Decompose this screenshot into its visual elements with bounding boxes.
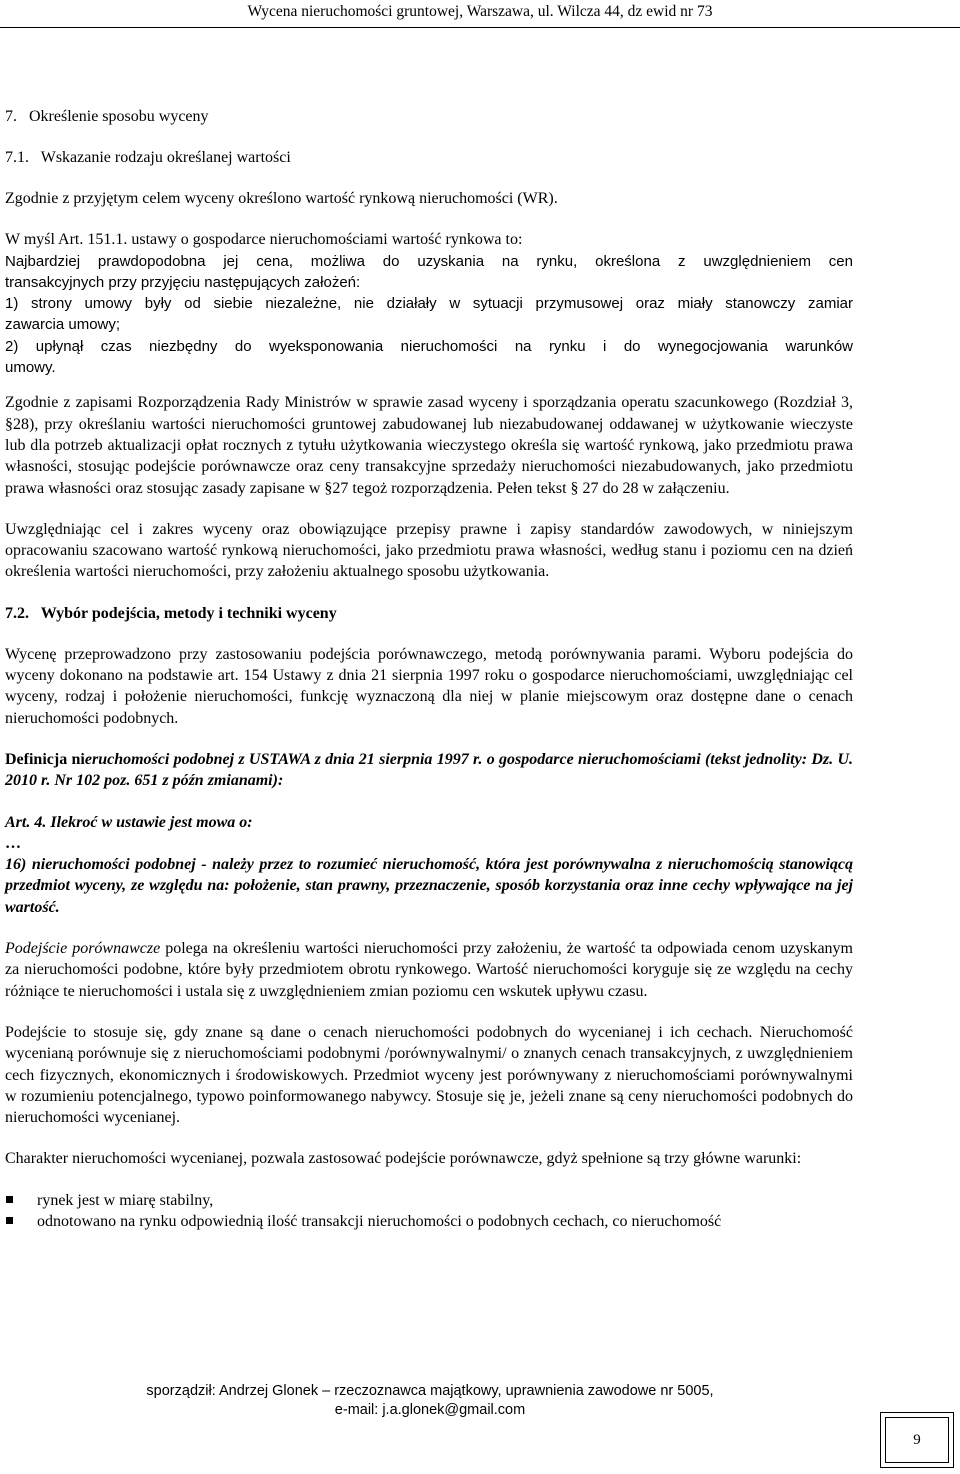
paragraph-line: 2) upłynął czas niezbędny do wyeksponowania nieruchomości na rynku i do wynegocjowania warunków: [5, 337, 853, 355]
paragraph-conditions: Charakter nieruchomości wycenianej, pozwala zastosować podejście porównawcze, gdyż spełnione są trzy główne warunki:: [5, 1150, 802, 1168]
paragraph-line: umowy.: [5, 359, 56, 377]
list-item: [5, 1211, 853, 1232]
paragraph-definition-heading: [5, 749, 853, 792]
paragraph-definition-block: [5, 229, 853, 378]
ellipsis: …: [5, 834, 21, 852]
article-4-heading: Art. 4. Ilekroć w ustawie jest mowa o:: [5, 813, 253, 831]
paragraph-line: Najbardziej prawdopodobna jej cena, możliwa do uzyskania na rynku, określona z uwzględnieniem cen: [5, 252, 853, 270]
square-bullet-icon: [6, 1196, 13, 1203]
running-header: Wycena nieruchomości gruntowej, Warszawa, ul. Wilcza 44, dz ewid nr 73: [247, 3, 713, 20]
definition-lead: Definicja ni: [5, 750, 85, 768]
square-bullet-icon: [6, 1217, 13, 1224]
list-item: [5, 1190, 853, 1211]
footer-email: e-mail: j.a.glonek@gmail.com: [334, 1402, 526, 1418]
paragraph-line: 1) strony umowy były od siebie niezależne, nie działały w sytuacji przymusowej oraz miały stanowczy zamiar: [5, 295, 853, 313]
paragraph-scope: Uwzględniając cel i zakres wyceny oraz obowiązujące przepisy prawne i zapisy standardów zawodowych, w niniejszym opracowaniu szacowano wartość rynkową nieruchomości, jako przedmiotu prawa własności, według stanu i poziomu cen na dzień określenia wartości nieruchomości, przy założeniu aktualnego sposobu użytkowania.: [5, 520, 853, 581]
list-item-text: rynek jest w miarę stabilny,: [37, 1191, 214, 1209]
header-rule: [0, 27, 960, 28]
page-number-box: [880, 1412, 954, 1468]
conditions-list: [5, 1190, 853, 1233]
paragraph-line: W myśl Art. 151.1. ustawy o gospodarce nieruchomościami wartość rynkowa to:: [5, 231, 523, 249]
paragraph-regulation: Zgodnie z zapisami Rozporządzenia Rady Ministrów w sprawie zasad wyceny i sporządzania operatu szacunkowego (Rozdział 3, §28), przy określaniu wartości nieruchomości gruntowej zabudowanej lub niezabudowanej oddawanej w użytkowanie wieczyste lub dla potrzeb aktualizacji opłat rocznych z tytułu użytkowania wieczystego określa się wartość rynkową, jako przedmiotu prawa własności, stosując podejście porównawcze oraz ceny transakcyjne sprzedaży nieruchomości niezabudowanych, jako przedmiotu prawa własności oraz stosując zasady zapisane w §27 tegoż rozporządzenia. Pełen tekst § 27 do 28 w załączeniu.: [5, 394, 853, 497]
paragraph-line: transakcyjnych przy przyjęciu następujących założeń:: [5, 273, 361, 291]
footer-author: sporządził: Andrzej Glonek – rzeczoznawca majątkowy, uprawnienia zawodowe nr 5005,: [146, 1383, 714, 1399]
page-footer: [0, 1382, 860, 1420]
paragraph-approach: Wycenę przeprowadzono przy zastosowaniu podejścia porównawczego, metodą porównywania parami. Wyboru podejścia do wyceny dokonano na podstawie art. 154 Ustawy z dnia 21 sierpnia 1997 roku o gospodarce nieruchomościami, uwzględniając cel wyceny, rodzaj i położenie nieruchomości, funkcję wyznaczoną dla niej w planie miejscowym oraz dostępne dane o cenach nieruchomości podobnych.: [5, 645, 853, 727]
paragraph-market-value: Zgodnie z przyjętym celem wyceny określono wartość rynkową nieruchomości (WR).: [5, 190, 558, 207]
term-comparative-approach: Podejście porównawcze: [5, 940, 161, 958]
page-content: [5, 106, 853, 1232]
subsection-heading-7-2: 7.2. Wybór podejścia, metody i techniki wyceny: [5, 604, 337, 622]
paragraph-comparative-approach: [5, 938, 853, 1002]
page-number: 9: [885, 1417, 949, 1463]
comparative-approach-text: polega na określeniu wartości nieruchomości przy założeniu, że wartość ta odpowiada cenom uzyskanym za nieruchomości podobne, które były przedmiotem obrotu rynkowego. Wartość nieruchomości koryguje się ze względu na cechy różniące te nieruchomości i ustala się z uwzględnieniem zmian poziomu cen wskutek upływu czasu.: [5, 940, 853, 1000]
definition-title: eruchomości podobnej z USTAWA z dnia 21 sierpnia 1997 r. o gospodarce nieruchomościami (tekst jednolity: Dz. U. 2010 r. Nr 102 poz. 651 z późn zmianami):: [5, 750, 853, 790]
subsection-heading-7-1: 7.1. Wskazanie rodzaju określanej wartości: [5, 149, 291, 166]
paragraph-line: zawarcia umowy;: [5, 316, 121, 334]
section-heading-7: 7. Określenie sposobu wyceny: [5, 108, 209, 125]
paragraph-application: Podejście to stosuje się, gdy znane są dane o cenach nieruchomości podobnych do wycenianej i ich cechach. Nieruchomość wycenianą porównuje się z nieruchomościami podobnymi /porównywalnymi/ o znanych cenach transakcyjnych, z uwzględnieniem cech fizycznych, ekonomicznych i środowiskowych. Przedmiot wyceny jest porównywany z nieruchomościami porównywalnymi w rozumieniu potencjalnego, typowo poinformowanego nabywcy. Stosuje się je, jeżeli znane są ceny nieruchomości podobnych do nieruchomości wycenianej.: [5, 1023, 853, 1127]
list-item-text: odnotowano na rynku odpowiednią ilość transakcji nieruchomości o podobnych cechach, co nieruchomość: [37, 1212, 722, 1230]
article-4-point-16: 16) nieruchomości podobnej - należy przez to rozumieć nieruchomość, która jest porównywalna z nieruchomością stanowiącą przedmiot wyceny, ze względu na: położenie, stan prawny, przeznaczenie, sposób korzystania oraz inne cechy wpływające na jej wartość.: [5, 856, 853, 916]
